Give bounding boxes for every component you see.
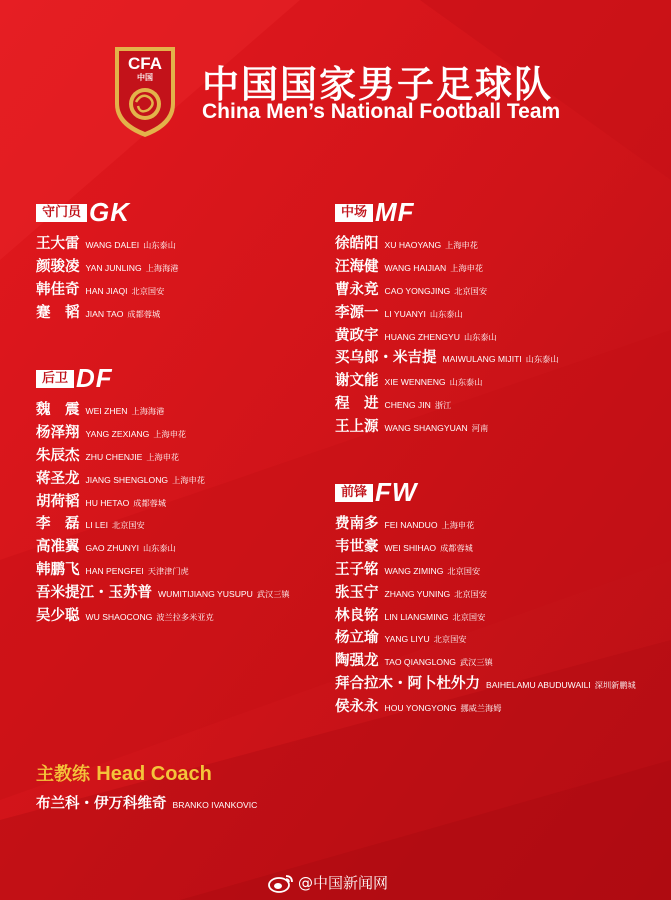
- player-row: [36, 278, 178, 301]
- player-name-en: TAO QIANGLONG: [384, 657, 456, 668]
- player-club: 上海申花: [441, 520, 475, 530]
- player-row: [335, 695, 636, 718]
- player-row: [36, 467, 290, 490]
- player-name-cn: 李 磊: [36, 516, 80, 533]
- section-header: [335, 197, 559, 227]
- section-midfielders: [335, 197, 559, 438]
- player-club: 北京国安: [131, 285, 165, 296]
- player-row: [36, 490, 290, 513]
- player-row: [335, 535, 636, 558]
- player-name-cn: 杨泽翔: [36, 424, 80, 441]
- player-club: 北京国安: [454, 588, 487, 599]
- player-row: [335, 346, 559, 369]
- player-club: 山东泰山: [463, 331, 497, 342]
- player-name-cn: 林良铭: [335, 607, 379, 624]
- player-row: [335, 369, 559, 392]
- player-club: 河南: [471, 423, 489, 434]
- player-row: [36, 232, 178, 255]
- coach-name: [36, 792, 261, 813]
- player-name-cn: 汪海健: [335, 258, 379, 275]
- section-header: [335, 477, 636, 507]
- player-name-en: MAIWULANG MIJITI: [442, 354, 522, 365]
- player-club: 挪威兰海姆: [460, 703, 502, 714]
- player-name-cn: 黄政宇: [335, 327, 379, 344]
- player-club: 山东泰山: [429, 308, 463, 319]
- player-name-en: CAO YONGJING: [384, 285, 451, 296]
- player-club: 深圳新鹏城: [594, 680, 636, 691]
- coach-title: [36, 760, 261, 786]
- player-name-cn: 王上源: [335, 419, 379, 436]
- player-row: [36, 512, 290, 535]
- player-row: [36, 604, 290, 627]
- player-name-en: HAN JIAQI: [85, 285, 128, 296]
- coach-title-cn: 主教练: [36, 764, 90, 785]
- player-name-cn: 高准翼: [36, 539, 80, 556]
- player-row: [335, 581, 636, 604]
- player-name-cn: 朱辰杰: [36, 447, 80, 464]
- section-forwards: [335, 477, 636, 718]
- player-name-en: ZHU CHENJIE: [85, 451, 143, 462]
- player-name-cn: 拜合拉木・阿卜杜外力: [335, 676, 480, 693]
- player-row: [36, 581, 290, 604]
- player-row: [335, 558, 636, 581]
- section-tag: 前锋: [335, 484, 373, 502]
- player-club: 山东泰山: [525, 354, 559, 365]
- player-club: 成都蓉城: [133, 497, 167, 508]
- player-club: 上海申花: [450, 262, 484, 273]
- player-name-cn: 杨立瑜: [335, 630, 379, 647]
- watermark-text: @中国新闻网: [298, 874, 389, 892]
- player-row: [36, 301, 178, 324]
- section-header: [36, 363, 290, 393]
- player-club: 武汉三镇: [459, 657, 493, 668]
- player-name-en: ZHANG YUNING: [384, 588, 451, 599]
- section-abbr: FW: [375, 477, 418, 507]
- player-name-cn: 谢文能: [335, 373, 379, 390]
- player-row: [335, 604, 636, 627]
- player-name-cn: 韦世豪: [335, 538, 379, 555]
- player-name-cn: 李源一: [335, 304, 379, 321]
- section-abbr: DF: [76, 363, 113, 393]
- section-abbr: GK: [89, 197, 130, 227]
- player-row: [335, 301, 559, 324]
- player-name-en: XU HAOYANG: [384, 240, 442, 250]
- player-name-cn: 蹇 韬: [36, 304, 80, 321]
- player-name-en: CHENG JIN: [384, 400, 431, 411]
- player-club: 上海海港: [131, 406, 165, 416]
- logo-subtext: 中国: [137, 73, 153, 82]
- player-row: [335, 512, 636, 535]
- section-abbr: MF: [375, 197, 415, 227]
- player-name-cn: 王子铭: [335, 561, 379, 578]
- player-row: [335, 324, 559, 347]
- player-name-cn: 曹永竞: [335, 281, 379, 298]
- player-club: 北京国安: [452, 611, 486, 622]
- player-name-en: YANG ZEXIANG: [85, 428, 150, 439]
- coach-name-cn: 布兰科・伊万科维奇: [36, 796, 167, 812]
- player-name-cn: 费南多: [335, 516, 379, 532]
- section-tag: 后卫: [36, 370, 74, 388]
- player-name-en: HOU YONGYONG: [384, 703, 457, 714]
- player-club: 上海申花: [445, 240, 478, 250]
- player-row: [36, 398, 290, 421]
- player-name-cn: 吾米提江・玉苏普: [36, 585, 152, 602]
- section-defenders: [36, 363, 290, 627]
- weibo-icon: [268, 873, 294, 893]
- player-row: [335, 415, 559, 438]
- player-row: [36, 558, 290, 581]
- player-row: [36, 444, 290, 467]
- coach-title-en: Head Coach: [96, 763, 212, 785]
- player-name-en: HU HETAO: [85, 497, 130, 508]
- player-list: [36, 398, 290, 627]
- player-name-en: WEI ZHEN: [85, 406, 128, 416]
- player-row: [335, 278, 559, 301]
- player-row: [36, 535, 290, 558]
- player-club: 成都蓉城: [440, 542, 473, 553]
- player-name-cn: 买乌郎・米吉提: [335, 350, 437, 367]
- player-club: 北京国安: [111, 520, 145, 531]
- player-name-cn: 侯永永: [335, 699, 379, 716]
- player-list: [36, 232, 178, 324]
- player-club: 上海海港: [145, 262, 179, 273]
- watermark: [268, 872, 388, 893]
- player-name-en: YANG LIYU: [384, 634, 430, 645]
- player-club: 上海申花: [146, 451, 180, 462]
- team-title-en: China Men’s National Football Team: [202, 100, 561, 123]
- player-name-en: XIE WENNENG: [384, 377, 446, 388]
- player-name-cn: 程 进: [335, 396, 379, 413]
- player-name-cn: 韩佳奇: [36, 281, 80, 298]
- player-name-cn: 魏 震: [36, 402, 80, 418]
- player-row: [335, 255, 559, 278]
- player-row: [36, 421, 290, 444]
- player-club: 北京国安: [454, 285, 488, 296]
- player-name-cn: 蒋圣龙: [36, 470, 80, 487]
- player-name-en: LIN LIANGMING: [384, 611, 449, 622]
- player-club: 浙江: [434, 400, 452, 411]
- player-club: 上海申花: [172, 474, 205, 485]
- player-name-en: YAN JUNLING: [85, 262, 142, 273]
- player-row: [36, 255, 178, 278]
- player-name-en: WANG HAIJIAN: [384, 262, 447, 273]
- player-row: [335, 649, 636, 672]
- section-header: [36, 197, 178, 227]
- player-name-cn: 陶强龙: [335, 653, 379, 670]
- player-name-en: JIAN TAO: [85, 308, 124, 319]
- player-club: 波兰拉多米亚克: [156, 612, 214, 623]
- player-name-en: WANG DALEI: [85, 240, 140, 250]
- player-name-cn: 吴少聪: [36, 608, 80, 625]
- player-name-en: WANG SHANGYUAN: [384, 423, 468, 434]
- player-row: [335, 626, 636, 649]
- player-name-en: FEI NANDUO: [384, 520, 438, 530]
- section-goalkeepers: [36, 197, 179, 324]
- player-club: 北京国安: [447, 565, 481, 576]
- player-name-en: LI YUANYI: [384, 308, 426, 319]
- player-name-en: LI LEI: [85, 520, 108, 531]
- section-tag: 守门员: [36, 204, 87, 222]
- player-club: 上海申花: [153, 428, 187, 439]
- player-list: [335, 232, 559, 438]
- coach-name-en: BRANKO IVANKOVIC: [172, 800, 258, 810]
- player-club: 武汉三镇: [256, 589, 290, 600]
- player-club: 成都蓉城: [127, 308, 161, 319]
- player-name-en: HUANG ZHENGYU: [384, 331, 460, 342]
- player-name-en: WANG ZIMING: [384, 565, 444, 576]
- player-list: [335, 512, 636, 718]
- header: [0, 0, 671, 160]
- player-name-cn: 张玉宁: [335, 584, 379, 601]
- player-club: 山东泰山: [142, 543, 176, 554]
- logo-text: CFA: [128, 54, 162, 73]
- player-name-cn: 胡荷韬: [36, 493, 80, 510]
- player-club: 天津津门虎: [147, 566, 189, 577]
- cfa-logo: [112, 44, 178, 140]
- player-club: 山东泰山: [449, 377, 483, 388]
- player-name-en: WU SHAOCONG: [85, 612, 153, 623]
- player-name-cn: 徐皓阳: [335, 236, 379, 252]
- team-title-cn: 中国国家男子足球队: [202, 63, 553, 106]
- player-name-en: BAIHELAMU ABUDUWAILI: [486, 680, 591, 691]
- player-name-en: WUMITIJIANG YUSUPU: [158, 589, 253, 600]
- player-row: [335, 672, 636, 695]
- head-coach: [36, 760, 261, 813]
- player-name-en: WEI SHIHAO: [384, 542, 437, 553]
- player-name-en: JIANG SHENGLONG: [85, 474, 169, 485]
- player-row: [335, 392, 559, 415]
- player-club: 北京国安: [433, 634, 467, 645]
- player-name-cn: 王大雷: [36, 236, 80, 252]
- player-name-cn: 颜骏凌: [36, 258, 80, 275]
- section-tag: 中场: [335, 204, 373, 222]
- player-row: [335, 232, 559, 255]
- player-name-en: HAN PENGFEI: [85, 566, 144, 577]
- player-club: 山东泰山: [143, 240, 176, 250]
- player-name-cn: 韩鹏飞: [36, 562, 80, 579]
- player-name-en: GAO ZHUNYI: [85, 543, 139, 554]
